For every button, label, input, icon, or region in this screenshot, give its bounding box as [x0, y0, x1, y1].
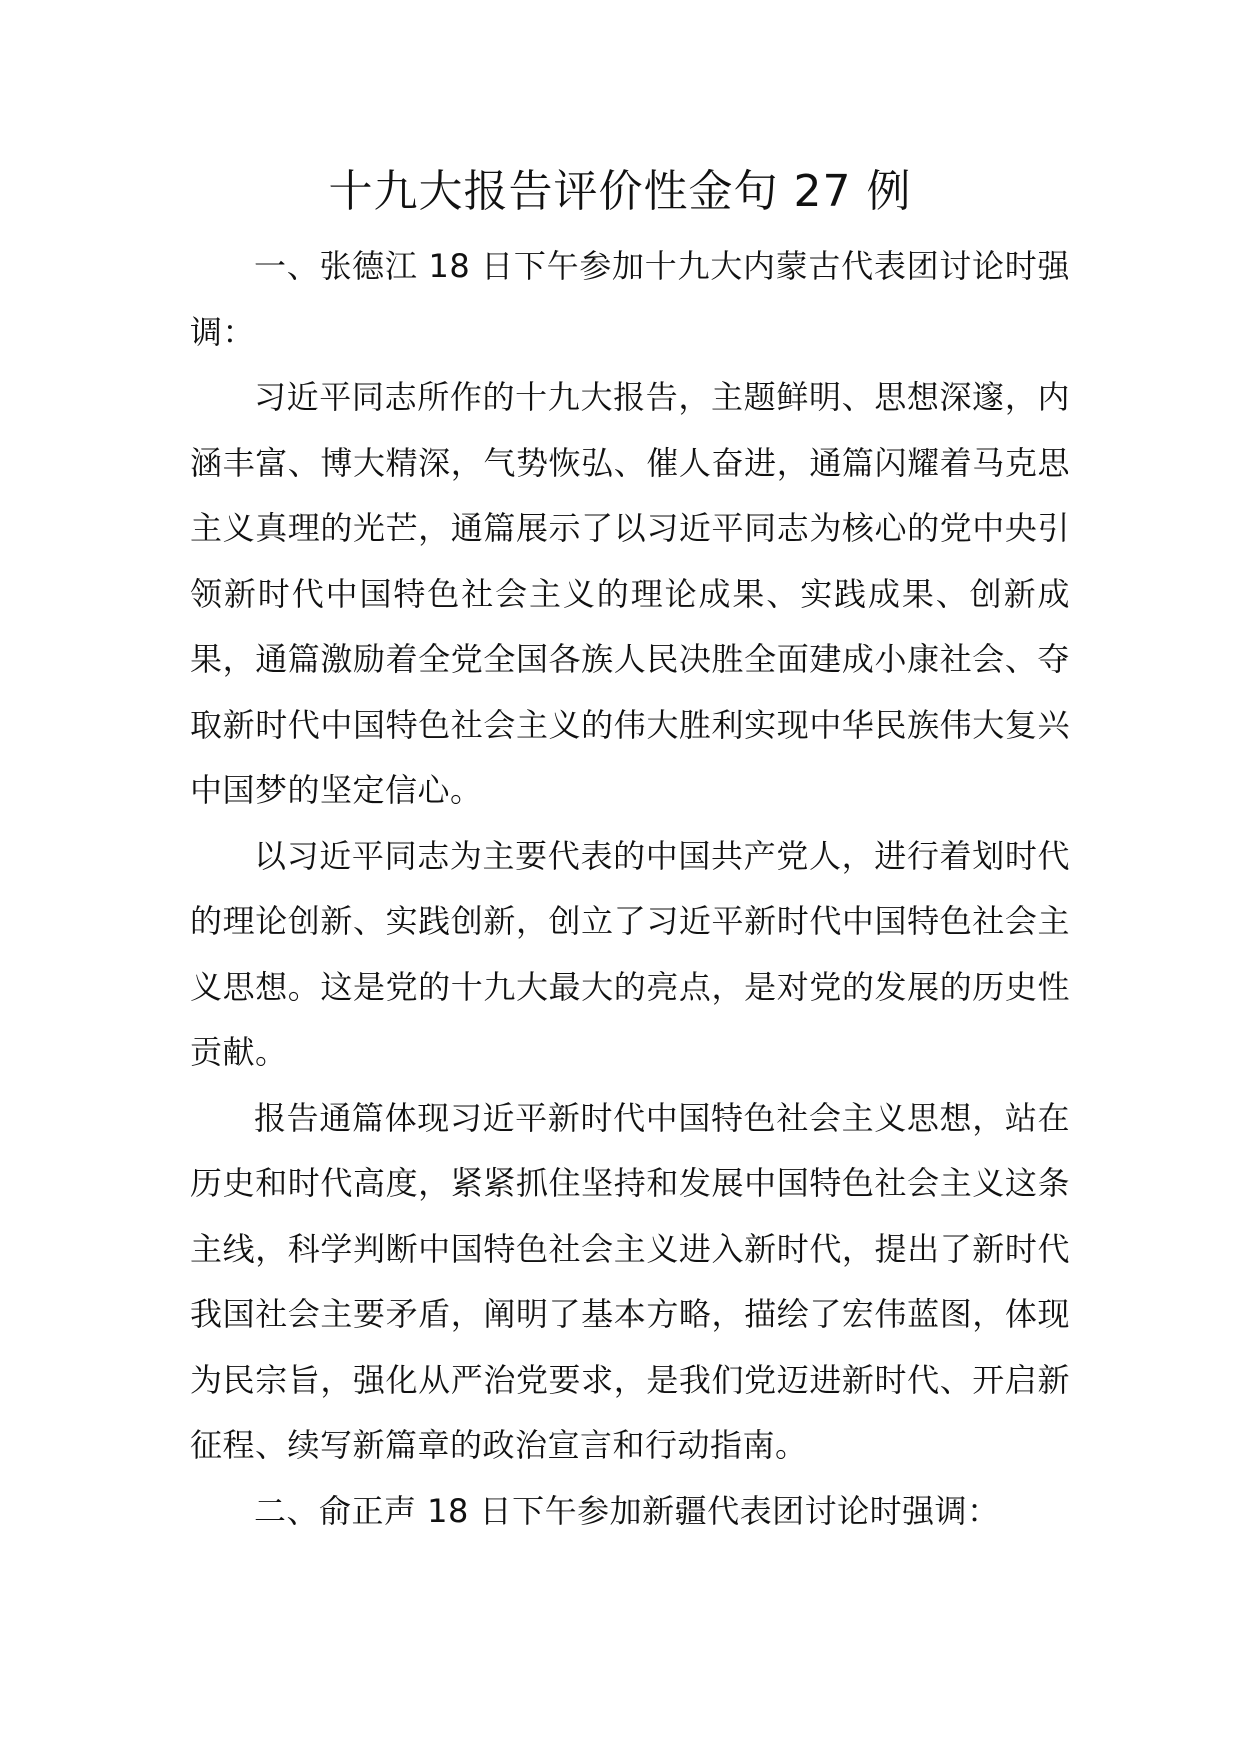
document-body — [190, 234, 1070, 1544]
paragraph: 报告通篇体现习近平新时代中国特色社会主义思想，站在历史和时代高度，紧紧抓住坚持和发展中国特色社会主义这条主线，科学判断中国特色社会主义进入新时代，提出了新时代我国社会主要矛盾，阐明了基本方略，描绘了宏伟蓝图，体现为民宗旨，强化从严治党要求，是我们党迈进新时代、开启新征程、续写新篇章的政治宣言和行动指南。 — [190, 1098, 1070, 1464]
paragraph: 习近平同志所作的十九大报告，主题鲜明、思想深邃，内涵丰富、博大精深，气势恢弘、催人奋进，通篇闪耀着马克思主义真理的光芒，通篇展示了以习近平同志为核心的党中央引领新时代中国特色社会主义的理论成果、实践成果、创新成果，通篇激励着全党全国各族人民决胜全面建成小康社会、夺取新时代中国特色社会主义的伟大胜利实现中华民族伟大复兴中国梦的坚定信心。 — [190, 378, 1070, 809]
document-title: 十九大报告评价性金句 27 例 — [328, 166, 912, 217]
paragraph-section-2-heading: 二、俞正声 18 日下午参加新疆代表团讨论时强调： — [254, 1491, 1000, 1530]
paragraph-section-1-heading: 一、张德江 18 日下午参加十九大内蒙古代表团讨论时强调： — [190, 247, 1070, 351]
paragraph: 以习近平同志为主要代表的中国共产党人，进行着划时代的理论创新、实践创新，创立了习近平新时代中国特色社会主义思想。这是党的十九大最大的亮点，是对党的发展的历史性贡献。 — [190, 836, 1070, 1071]
